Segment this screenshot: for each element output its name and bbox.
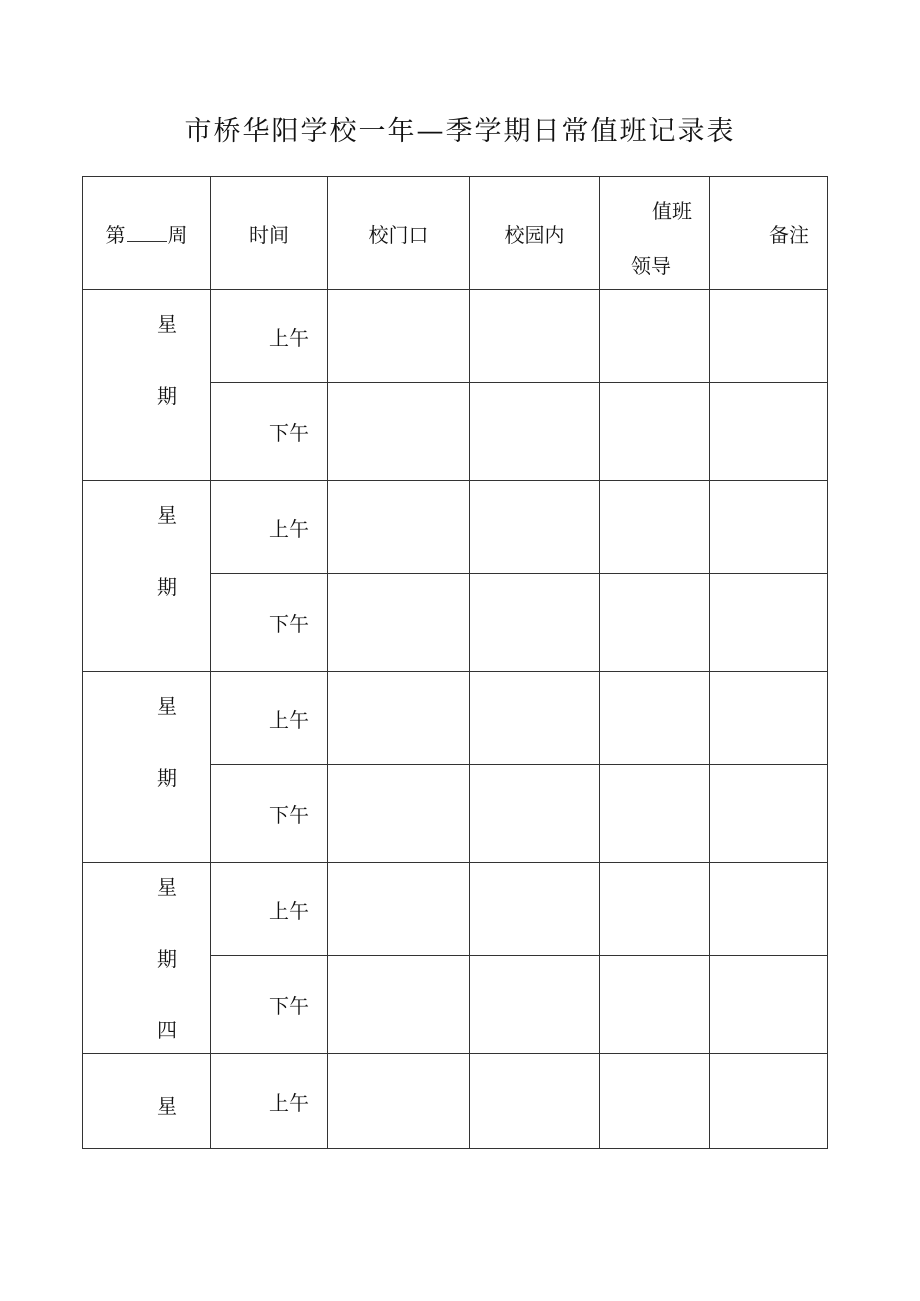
campus-cell[interactable] [470,481,600,574]
campus-cell[interactable] [470,956,600,1054]
time-pm: 下午 [211,765,328,863]
day-char: 期 [157,384,177,408]
remark-cell[interactable] [710,1054,828,1149]
leader-cell[interactable] [600,481,710,574]
remark-cell[interactable] [710,574,828,672]
leader-cell[interactable] [600,863,710,956]
day-char: 星 [157,312,177,336]
day-label-cell [83,672,211,863]
gate-cell[interactable] [328,383,470,481]
leader-cell[interactable] [600,765,710,863]
leader-cell[interactable] [600,383,710,481]
time-am: 上午 [211,290,328,383]
remark-cell[interactable] [710,956,828,1054]
gate-cell[interactable] [328,1054,470,1149]
header-row [83,177,828,290]
remark-cell[interactable] [710,383,828,481]
day-char: 期 [157,947,177,971]
remark-cell[interactable] [710,290,828,383]
week-prefix: 第 [105,222,126,247]
gate-cell[interactable] [328,290,470,383]
gate-cell[interactable] [328,481,470,574]
leader-cell[interactable] [600,290,710,383]
campus-cell[interactable] [470,765,600,863]
table-row [83,863,828,956]
header-campus: 校园内 [470,177,600,290]
leader-cell[interactable] [600,1054,710,1149]
day-char: 期 [157,766,177,790]
header-remark: 备注 [710,177,828,290]
time-am: 上午 [211,863,328,956]
page-title: 市桥华阳学校一年—季学期日常值班记录表 [184,116,736,147]
header-leader [600,177,710,290]
campus-cell[interactable] [470,383,600,481]
campus-cell[interactable] [470,574,600,672]
campus-cell[interactable] [470,1054,600,1149]
gate-cell[interactable] [328,765,470,863]
remark-cell[interactable] [710,765,828,863]
header-leader-line2: 领导 [631,254,671,278]
gate-cell[interactable] [328,956,470,1054]
leader-cell[interactable] [600,574,710,672]
header-time: 时间 [211,177,328,290]
duty-record-table [82,176,828,1149]
time-pm: 下午 [211,956,328,1054]
day-label-cell [83,1054,211,1149]
time-am: 上午 [211,1054,328,1149]
remark-cell[interactable] [710,481,828,574]
header-week [83,177,211,290]
day-char: 星 [157,875,177,899]
header-gate: 校门口 [328,177,470,290]
day-char: 四 [157,1018,177,1042]
week-suffix: 周 [167,222,188,247]
time-pm: 下午 [211,574,328,672]
time-am: 上午 [211,481,328,574]
leader-cell[interactable] [600,672,710,765]
remark-cell[interactable] [710,863,828,956]
header-leader-line1: 值班 [652,199,692,223]
campus-cell[interactable] [470,290,600,383]
leader-cell[interactable] [600,956,710,1054]
day-label-cell [83,863,211,1054]
day-char: 期 [157,575,177,599]
day-char: 星 [157,1094,177,1118]
time-pm: 下午 [211,383,328,481]
gate-cell[interactable] [328,672,470,765]
gate-cell[interactable] [328,863,470,956]
day-char: 星 [157,694,177,718]
gate-cell[interactable] [328,574,470,672]
week-number-blank[interactable] [127,223,167,242]
day-char: 星 [157,503,177,527]
table-row [83,290,828,383]
campus-cell[interactable] [470,672,600,765]
remark-cell[interactable] [710,672,828,765]
table-row [83,481,828,574]
table-row [83,672,828,765]
table-row [83,1054,828,1149]
time-am: 上午 [211,672,328,765]
campus-cell[interactable] [470,863,600,956]
day-label-cell [83,481,211,672]
day-label-cell [83,290,211,481]
